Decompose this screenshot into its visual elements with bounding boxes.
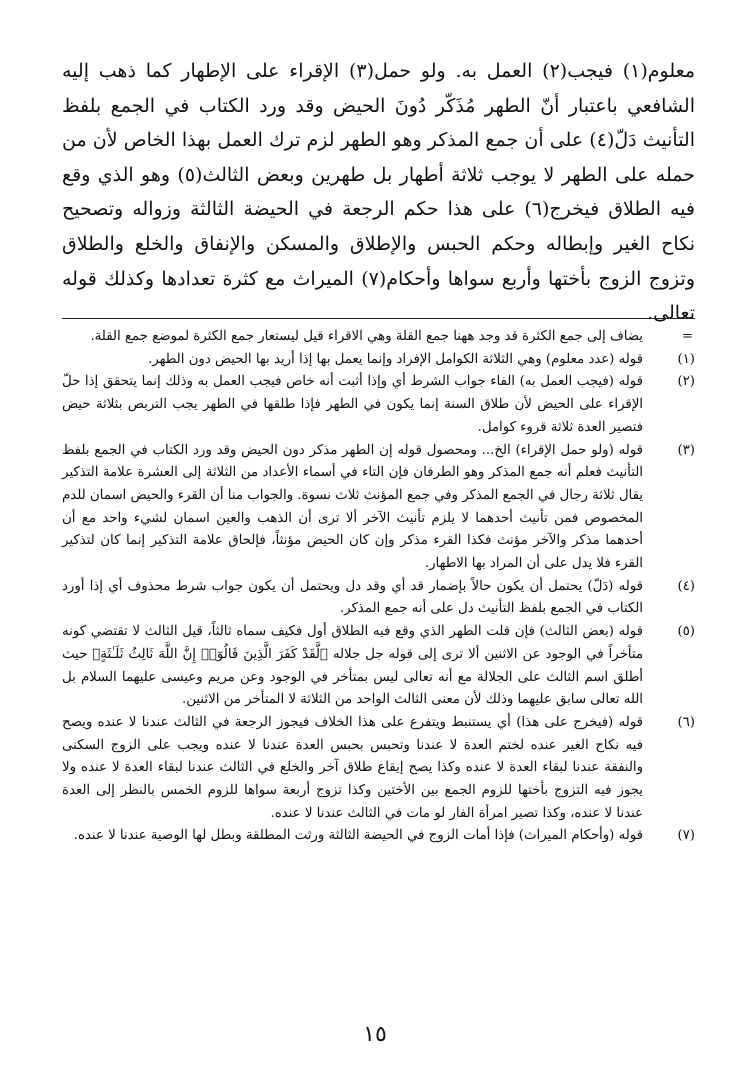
- footnote-7: [62, 825, 695, 848]
- footnote-text: قوله (فيخرج على هذا) أي يستنبط ويتفرع على هذا الخلاف فيجوز الرجعة في الثالث عندنا لا عنده ويصح فيه نكاح الغير عنده لختم العدة لا عندنا وتحبس بحبس العدة عندنا لا عنده ويجب على الزوج السكنى والنفقة عندنا لبقاء العدة لا عنده وكذا يصح إيقاع طلاق آخر والخلع في الثالث عندنا لبقاء العدة لا عنده ولا يجوز فيه التزوج بأختها للزوم الجمع بين الأختين وكذا تزوج أربعة سواها للزوم الخمس بالنظر إلى العدة عندنا لا عنده، وكذا تصير امرأة الفار لو مات في الثالث عندنا لا عنده.: [62, 714, 643, 821]
- page-number: ١٥: [363, 1022, 387, 1047]
- footnote-text: قوله (وأحكام الميراث) فإذا أمات الزوج في الحيضة الثالثة ورثت المطلقة وبطل لها الوصية عندنا لا عنده.: [73, 828, 643, 844]
- footnotes-block: [62, 326, 695, 848]
- footnote-text: قوله (فيجب العمل به) الفاء جواب الشرط أي وإذا أثبت أنه خاص فيجب العمل به وذلك إنما يتحقق إذا حلّ الإقراء على الحيض لأن طلاق السنة إنما يكون في الطهر فإذا طلقها في الطهر يجب التربص بثلاثة حيض فتصير العدة ثلاثة قروء كوامل.: [62, 374, 643, 435]
- footnote-text: قوله (دَلّ) يحتمل أن يكون حالاً بإضمار قد أي وقد دل ويحتمل أن يكون جواب شرط محذوف أي إذا أورد الكتاب في الجمع بلفظ التأنيث دل على أنه جمع المذكر.: [62, 578, 643, 617]
- footnote-text: قوله (عدد معلوم) وهي الثلاثة الكوامل الإفراد وإنما يعمل بها إذا أريد بها الحيض دون الطهر.: [148, 351, 643, 367]
- footnote-text: قوله (ولو حمل الإقراء) الخ... ومحصول قوله إن الطهر مذكر دون الحيض وقد ورد الكتاب في الجمع بلفظ التأنيث فعلم أنه جمع المذكر وهو الطرفان فإن التاء في أسماء الأعداد من الثلاثة إلى العشرة علامة التذكير يقال ثلاثة رجال في الجمع المذكر وفي جمع المؤنث ثلاث نسوة. والجواب منا أن القرء والحيض اسمان للدم المخصوص فمن تأنيث أحدهما لا يلزم تأنيث الآخر ألا ترى أن الذهب والعين اسمان لشيء واحد مع أن أحدهما مذكر والآخر مؤنث فكذا القرء مذكر وإن كان الحيض مؤنثاً، فإلحاق علامة التذكير إنما كان لتذكير القرء فلا يدل على أن المراد بها الاطهار.: [62, 442, 643, 572]
- footnote-text: قوله (بعض الثالث) فإن قلت الطهر الذي وقع فيه الطلاق أول فكيف سماه ثالثاً، قيل الثالث لا تقتضي كونه متأخراً في الوجود عن الاثنين ألا ترى إلى قوله جل جلاله ﴿لَّقَدْ كَفَرَ الَّذِينَ قَالُوٓا۟ إِنَّ اللَّهَ ثَالِثُ ثَلَـٰثَةٍ﴾ حيث أطلق اسم الثالث على الجلالة مع أنه تعالى ليس بمتأخر في الوجود وعن مريم وعيسى عليهما السلام بل الله تعالى سابق عليهما وذلك لأن معنى الثالث الواحد من الثلاثة لا المتأخر من الاثنين.: [62, 624, 643, 708]
- footnote-3: [62, 440, 695, 576]
- footnote-number: (٣): [677, 442, 695, 458]
- footnote-number: (٥): [677, 624, 695, 640]
- main-text-block: [62, 54, 695, 331]
- footnote-number: (٢): [677, 374, 695, 390]
- footnote-6: [62, 712, 695, 826]
- footnote-number: (٦): [677, 714, 695, 730]
- footnote-4: [62, 576, 695, 621]
- footnote-continuation: [62, 326, 695, 349]
- footnote-number: (٧): [677, 828, 695, 844]
- footnote-2: [62, 371, 695, 439]
- footnote-text: يضاف إلى جمع الكثرة قد وجد ههنا جمع القلة وهي الاقراء قيل ليستعار جمع الكثرة لموضع جمع القلة.: [90, 329, 643, 344]
- footnote-5: [62, 621, 695, 712]
- main-paragraph: معلوم(١) فيجب(٢) العمل به. ولو حمل(٣) الإقراء على الإطهار كما ذهب إليه الشافعي باعتبار أنّ الطهر مُذَكّر دُونَ الحيض وقد ورد الكتاب في الجمع بلفظ التأنيث دَلّ(٤) على أن جمع المذكر وهو الطهر لزم ترك العمل بهذا الخاص لأن من حمله على الطهر لا يوجب ثلاثة أطهار بل طهرين وبعض الثالث(٥) وهو الذي وقع فيه الطلاق فيخرج(٦) على هذا حكم الرجعة في الحيضة الثالثة وزواله وتصحيح نكاح الغير وإبطاله وحكم الحبس والإطلاق والمسكن والإنفاق والخلع والطلاق وتزوج الزوج بأختها وأربع سواها وأحكام(٧) الميراث مع كثرة تعدادها وكذلك قوله تعالى.: [62, 60, 695, 325]
- footnote-number: (٤): [677, 578, 695, 594]
- footnote-marker: =: [681, 329, 693, 344]
- footnote-1: [62, 349, 695, 372]
- footnote-divider: [62, 318, 695, 319]
- footnote-number: (١): [677, 351, 695, 367]
